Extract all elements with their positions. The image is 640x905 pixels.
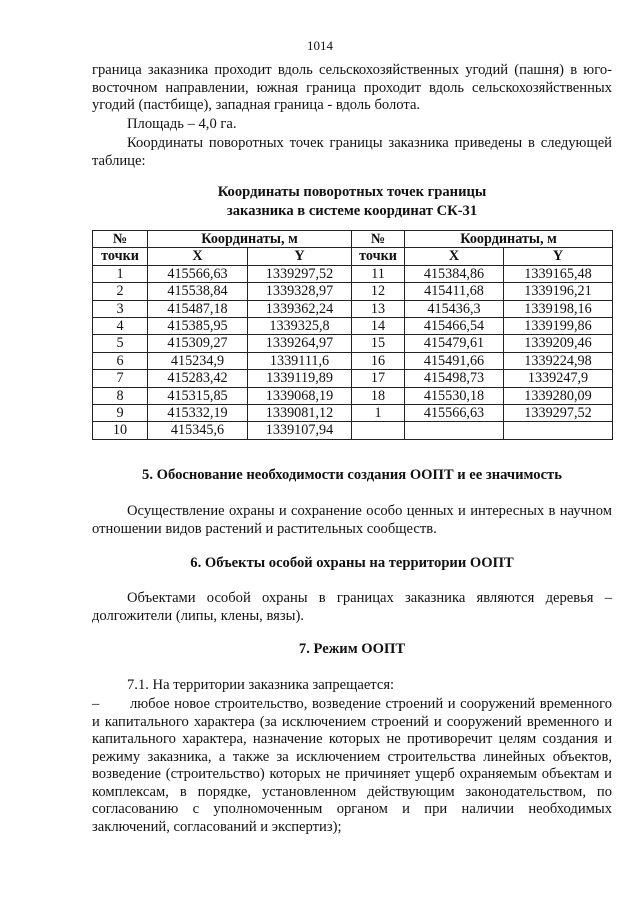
table-row (93, 283, 613, 300)
coord-y: 1339196,21 (504, 283, 613, 300)
point-number: 16 (352, 352, 405, 369)
coord-y: 1339297,52 (248, 265, 352, 282)
coord-x: 415234,9 (148, 352, 248, 369)
table-header-row-1 (93, 231, 613, 248)
table-header-row-2 (93, 248, 613, 265)
list-dash: – (92, 696, 100, 712)
table-caption-line-1: Координаты поворотных точек границы (217, 184, 487, 200)
table-caption (92, 183, 612, 221)
point-number: 6 (93, 352, 148, 369)
coord-y: 1339224,98 (504, 352, 613, 369)
coord-y: 1339068,19 (248, 387, 352, 404)
coord-x: 415498,73 (405, 370, 504, 387)
coord-y: 1339280,09 (504, 387, 613, 404)
intro-paragraph-1: граница заказника проходит вдоль сельскохозяйственных угодий (пашня) в юго-восточном направлении, южная граница проходит вдоль сельскохозяйственных угодий (пастбище), западная граница - вдоль болота. (92, 62, 612, 113)
coord-x: 415385,95 (148, 318, 248, 335)
table-caption-line-2: заказника в системе координат СК-31 (226, 203, 478, 219)
coord-y: 1339165,48 (504, 265, 613, 282)
header-coordinates-right: Координаты, м (405, 231, 613, 248)
section-5-heading: 5. Обоснование необходимости создания ООПТ и ее значимость (142, 467, 562, 483)
coord-x: 415479,61 (405, 335, 504, 352)
header-point-label: точки (93, 248, 148, 265)
header-x-left: X (148, 248, 248, 265)
point-number: 3 (93, 300, 148, 317)
section-6-body: Объектами особой охраны в границах заказника являются деревья – долгожители (липы, клены, вязы). (92, 590, 612, 624)
table-row (93, 370, 613, 387)
table-row (93, 265, 613, 282)
header-coordinates-left: Координаты, м (148, 231, 352, 248)
point-number: 10 (93, 422, 148, 439)
point-number: 1 (352, 405, 405, 422)
coord-x: 415538,84 (148, 283, 248, 300)
coord-y (504, 422, 613, 439)
point-number (352, 422, 405, 439)
header-y-right: Y (504, 248, 613, 265)
header-y-left: Y (248, 248, 352, 265)
coord-x: 415491,66 (405, 352, 504, 369)
page-number: 1014 (307, 38, 333, 53)
coord-y: 1339081,12 (248, 405, 352, 422)
coord-y: 1339325,8 (248, 318, 352, 335)
point-number: 7 (93, 370, 148, 387)
coord-x: 415309,27 (148, 335, 248, 352)
coord-x: 415411,68 (405, 283, 504, 300)
header-point-label-right: точки (352, 248, 405, 265)
coord-x: 415530,18 (405, 387, 504, 404)
point-number: 15 (352, 335, 405, 352)
intro-paragraph-2 (92, 116, 612, 134)
coord-x: 415436,3 (405, 300, 504, 317)
coord-x: 415566,63 (148, 265, 248, 282)
point-number: 18 (352, 387, 405, 404)
coord-x: 415384,86 (405, 265, 504, 282)
coord-x: 415283,42 (148, 370, 248, 387)
section-6-text (92, 590, 612, 625)
point-number: 11 (352, 265, 405, 282)
section-7-intro-text: 7.1. На территории заказника запрещается: (127, 677, 395, 693)
section-5-text (92, 503, 612, 538)
section-7-item-1 (92, 696, 612, 836)
coord-x: 415566,63 (405, 405, 504, 422)
area-text: Площадь – 4,0 га. (127, 116, 237, 132)
point-number: 8 (93, 387, 148, 404)
coord-y: 1339247,9 (504, 370, 613, 387)
section-7-item-1-text: любое новое строительство, возведение строений и сооружений временного и капитального характера (за исключением строений и сооружений временного и капитального характера, назначение которых не противоречит целям создания и режиму заказника, а также за исключением строительства линейных объектов, возведение (строительство) которых не причиняет ущерб охраняемым объектам и комплексам, в порядке, установленном действующим законодательством, по согласованию с уполномоченным органом и при наличии необходимых заключений, согласований и экспертиз); (92, 696, 612, 835)
coord-x: 415332,19 (148, 405, 248, 422)
coord-y: 1339199,86 (504, 318, 613, 335)
intro-paragraph-3 (92, 135, 612, 170)
coordinates-table (92, 230, 613, 440)
coord-y: 1339111,6 (248, 352, 352, 369)
section-7-intro (92, 677, 612, 695)
coord-y: 1339209,46 (504, 335, 613, 352)
point-number: 9 (93, 405, 148, 422)
point-number: 5 (93, 335, 148, 352)
coord-y: 1339107,94 (248, 422, 352, 439)
coord-y: 1339198,16 (504, 300, 613, 317)
coord-x: 415315,85 (148, 387, 248, 404)
table-row (93, 405, 613, 422)
coord-x: 415466,54 (405, 318, 504, 335)
header-x-right: X (405, 248, 504, 265)
point-number: 17 (352, 370, 405, 387)
point-number: 4 (93, 318, 148, 335)
coord-y: 1339264,97 (248, 335, 352, 352)
coord-y: 1339119,89 (248, 370, 352, 387)
section-6-heading: 6. Объекты особой охраны на территории ООПТ (190, 555, 514, 571)
header-point-number: № (93, 231, 148, 248)
coord-x: 415487,18 (148, 300, 248, 317)
section-7-heading: 7. Режим ООПТ (298, 641, 406, 657)
point-number: 1 (93, 265, 148, 282)
section-5-body: Осуществление охраны и сохранение особо ценных и интересных в научном отношении видов растений и растительных сообществ. (92, 503, 612, 537)
coord-x: 415345,6 (148, 422, 248, 439)
header-point-number-right: № (352, 231, 405, 248)
coord-y: 1339328,97 (248, 283, 352, 300)
coord-y: 1339297,52 (504, 405, 613, 422)
coord-y: 1339362,24 (248, 300, 352, 317)
point-number: 12 (352, 283, 405, 300)
table-row (93, 335, 613, 352)
table-row (93, 300, 613, 317)
table-intro-text: Координаты поворотных точек границы заказника приведены в следующей таблице: (92, 135, 612, 169)
coord-x (405, 422, 504, 439)
table-row (93, 422, 613, 439)
point-number: 2 (93, 283, 148, 300)
point-number: 14 (352, 318, 405, 335)
table-row (93, 387, 613, 404)
point-number: 13 (352, 300, 405, 317)
table-row (93, 318, 613, 335)
table-row (93, 352, 613, 369)
